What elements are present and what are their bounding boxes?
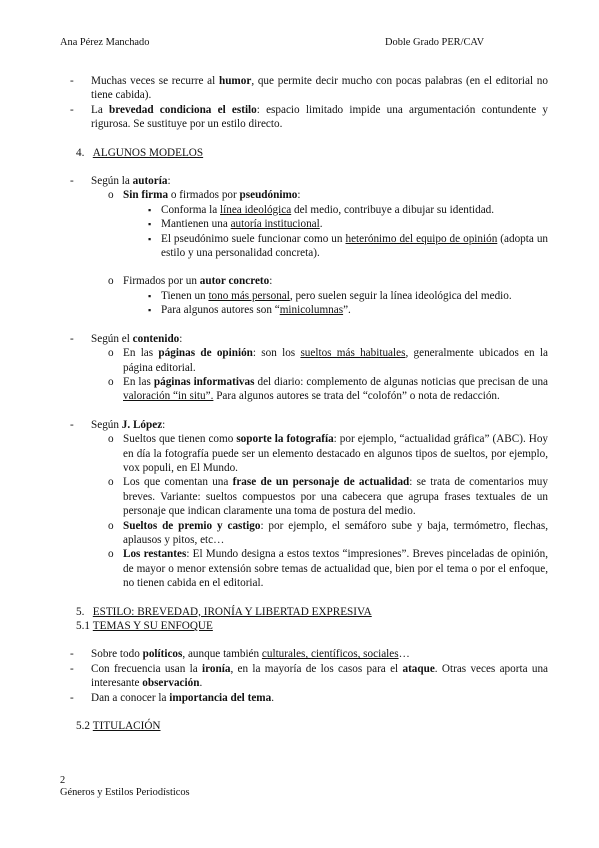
sub-item-paginas-informativas: o En las páginas informativas del diario: complemento de algunas noticias que precisan de una valoración “in situ”. Para algunos autores se trata del “colofón” o nota de redacción. [108, 375, 548, 403]
dash-marker: - [70, 418, 74, 431]
square-item: ▪ Para algunos autores son “minicolumnas”. [148, 304, 351, 317]
square-marker: ▪ [148, 233, 152, 244]
bold-term: humor [218, 75, 252, 87]
circle-marker: o [108, 519, 114, 532]
square-item: ▪ Conforma la línea ideológica del medio, contribuye a dibujar su identidad. [148, 203, 495, 216]
bold-term: brevedad condiciona el estilo [109, 103, 257, 116]
section-title: ALGUNOS MODELOS [92, 146, 204, 159]
header-degree: Doble Grado PER/CAV [385, 37, 485, 48]
bullet-humor: - Muchas veces se recurre al humor, que permite decir mucho con pocas palabras (en el editorial no tiene cabida). [70, 75, 548, 102]
square-marker: ▪ [148, 204, 152, 215]
sub-item-paginas-opinion: o En las páginas de opinión: son los sueltos más habituales, generalmente ubicados en la página editorial. [108, 347, 548, 374]
section-heading-5 [60, 605, 548, 619]
bullet-contenido: - Según el contenido: [70, 332, 183, 345]
section-title: TEMAS Y SU ENFOQUE [92, 620, 213, 632]
sub-item-sin-firma: o Sin firma o firmados por pseudónimo: [108, 189, 301, 202]
square-item: ▪ El pseudónimo suele funcionar como un heterónimo del equipo de opinión (adopta un estilo y una personalidad concreta). [148, 232, 549, 260]
section-number: 5.2 [76, 720, 90, 733]
dash-marker: - [70, 332, 74, 345]
sub-item-restantes: o Los restantes: El Mundo designa a estos textos “impresiones”. Breves pinceladas de opinión, de mayor o menor extensión sobre temas de actualidad que, bien por el tema o por el enfoque, no tienen cabida en el editorial. [108, 548, 548, 590]
document-body [60, 74, 548, 733]
bullet-autoria: - Según la autoría: [70, 175, 171, 188]
section-heading-5-2 [60, 719, 548, 733]
page-number: 2 [60, 775, 66, 786]
bullet-brevedad: - La brevedad condiciona el estilo: espacio limitado impide una argumentación contundente y rigurosa. Se sustituye por un estilo directo. [70, 103, 548, 131]
sub-item-frase: o Los que comentan una frase de un personaje de actualidad: se trata de comentarios muy breves. Variante: sueltos compuestos por una cabecera que agrupa frases textuales de un personaje que indican claramente una toma de postura del medio. [108, 476, 548, 518]
circle-marker: o [108, 548, 114, 561]
circle-marker: o [108, 476, 114, 489]
dash-marker: - [70, 103, 74, 116]
section-heading-5-1 [60, 619, 548, 633]
bullet-politicos: - Sobre todo políticos, aunque también culturales, científicos, sociales… [70, 648, 410, 661]
section-title: TITULACIÓN [92, 720, 161, 733]
square-marker: ▪ [148, 305, 152, 316]
section-number: 5.1 [76, 620, 90, 632]
bullet-importancia: - Dan a conocer la importancia del tema. [70, 691, 274, 704]
circle-marker: o [108, 375, 114, 388]
circle-marker: o [108, 275, 114, 288]
section-title: ESTILO: BREVEDAD, IRONÍA Y LIBERTAD EXPRESIVA [92, 605, 372, 618]
square-item: ▪ Mantienen una autoría institucional. [148, 218, 323, 231]
dash-marker: - [70, 75, 74, 87]
dash-marker: - [70, 691, 74, 704]
bullet-ironia: - Con frecuencia usan la ironía, en la mayoría de los casos para el ataque. Otras veces aporta una interesante observación. [70, 662, 549, 690]
circle-marker: o [108, 189, 114, 202]
sub-item-premio-castigo: o Sueltos de premio y castigo: por ejemplo, el semáforo sube y baja, termómetro, flechas, aplausos y pitos, etc… [108, 519, 548, 546]
circle-marker: o [108, 433, 114, 446]
section-number: 4. [76, 146, 85, 159]
sub-item-firmados: o Firmados por un autor concreto: [108, 275, 273, 288]
footer-course: Géneros y Estilos Periodísticos [60, 787, 190, 798]
sub-item-fotografia: o Sueltos que tienen como soporte la fotografía: por ejemplo, “actualidad gráfica” (ABC). Hoy en día la fotografía puede ser un elemento destacado en algunos tipos de sueltos, por ejemplo, vox populi, en El Mundo. [108, 433, 549, 474]
dash-marker: - [70, 662, 74, 675]
header-author: Ana Pérez Manchado [60, 37, 150, 48]
bullet-lopez: - Según J. López: [70, 418, 166, 431]
dash-marker: - [70, 175, 74, 188]
circle-marker: o [108, 347, 114, 360]
square-marker: ▪ [148, 290, 152, 301]
section-heading-4 [60, 146, 548, 160]
square-marker: ▪ [148, 219, 152, 230]
square-item: ▪ Tienen un tono más personal, pero suelen seguir la línea ideológica del medio. [148, 289, 512, 302]
section-number: 5. [76, 605, 85, 618]
dash-marker: - [70, 648, 74, 661]
